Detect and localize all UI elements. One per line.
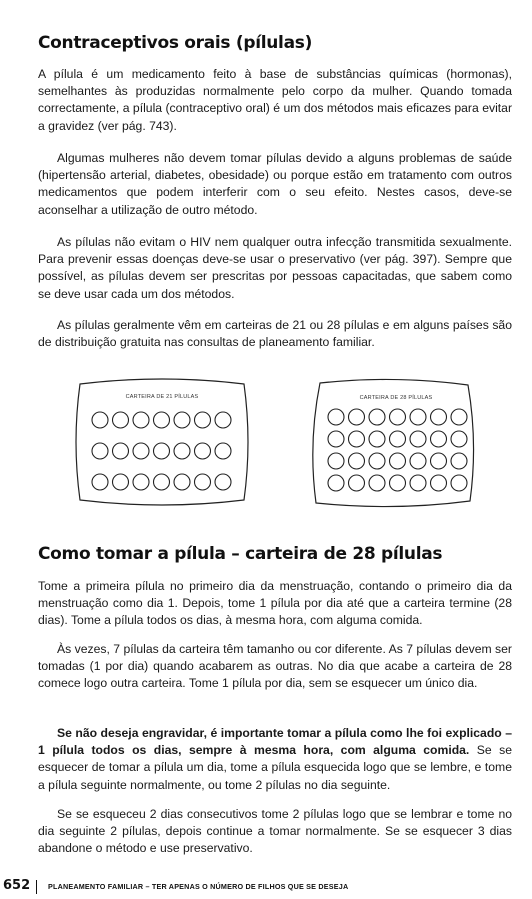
pill-21 [154, 474, 170, 490]
pill-28 [451, 453, 467, 469]
pill-21 [215, 474, 231, 490]
paragraph-forgot-one-day-emphasis: Se não deseja engravidar, é importante tomar a pílula como lhe foi explicado – 1 pílula todos os dias, sempre à mesma hora, com alguma comida. [38, 726, 512, 758]
pill-pack-28 [306, 373, 481, 511]
pill-28 [431, 409, 447, 425]
pill-21 [92, 443, 108, 459]
paragraph-seven-different-pills: Às vezes, 7 pílulas da carteira têm tamanho ou cor diferente. As 7 pílulas devem ser tomadas (1 por dia) quando acabarem as outras. No dia que acabe a carteira de 28 comece logo outra carteira. Tome 1 pílula por dia, sem se esquecer um único dia. [38, 642, 512, 691]
pill-28 [451, 431, 467, 447]
pill-pack-21-label: CARTEIRA DE 21 PÍLULAS [125, 394, 199, 400]
pill-21 [195, 412, 211, 428]
pill-21 [113, 474, 129, 490]
footer-divider [36, 880, 37, 894]
pill-packs-illustration [0, 368, 532, 518]
pill-21 [92, 412, 108, 428]
pill-28 [390, 475, 406, 491]
paragraph-forgot-two-days: Se se esqueceu 2 dias consecutivos tome 2 pílulas logo que se lembrar e tome no dia seguinte 2 pílulas, depois continue a tomar normalmente. Se se esquecer 3 dias abandone o método e use preservativo. [38, 807, 512, 856]
pill-28 [369, 431, 385, 447]
paragraph-contraindications: Algumas mulheres não devem tomar pílulas devido a alguns problemas de saúde (hipertensão arterial, diabetes, obesidade) ou porque estão em tratamento com outros medicamentos que podem interferir com o seu efeito. Nestes casos, deve-se aconselhar a utilização de outro método. [38, 151, 512, 217]
pill-28 [349, 475, 365, 491]
page-footer [0, 878, 532, 898]
pill-21 [195, 474, 211, 490]
pill-28 [369, 453, 385, 469]
pill-21 [195, 443, 211, 459]
pill-28 [410, 409, 426, 425]
pill-21 [154, 443, 170, 459]
pill-pack-21-pills [92, 412, 231, 490]
pill-21 [92, 474, 108, 490]
pill-21 [133, 443, 149, 459]
pill-28 [451, 409, 467, 425]
page-number: 652 [3, 878, 31, 893]
pill-28 [328, 409, 344, 425]
pill-21 [215, 412, 231, 428]
paragraph-hiv-warning: As pílulas não evitam o HIV nem qualquer outra infecção transmitida sexualmente. Para prevenir essas doenças deve-se usar o preservativo (ver pág. 397). Sempre que possível, as pílulas devem ser prescritas por pessoas capacitadas, que sabem como se deve usar cada um dos métodos. [38, 235, 512, 301]
pill-21 [174, 443, 190, 459]
pill-28 [451, 475, 467, 491]
section-title-oral-contraceptives: Contraceptivos orais (pílulas) [38, 33, 313, 53]
pill-21 [133, 474, 149, 490]
pill-28 [369, 475, 385, 491]
pill-21 [215, 443, 231, 459]
paragraph-pill-packs: As pílulas geralmente vêm em carteiras de 21 ou 28 pílulas e em alguns países são de distribuição gratuita nas consultas de planeamento familiar. [38, 318, 512, 350]
pill-28 [410, 453, 426, 469]
paragraph-forgot-one-day [38, 725, 512, 794]
pill-28 [410, 431, 426, 447]
pill-28 [369, 409, 385, 425]
pill-21 [113, 443, 129, 459]
pill-28 [390, 431, 406, 447]
paragraph-forgot-one-day-rest: Se se esquecer de tomar a pílula um dia, tome a pílula esquecida logo que se lembre, e tome a pílula seguinte normalmente, ou tome 2 pílulas no dia seguinte. [38, 743, 512, 792]
pill-21 [113, 412, 129, 428]
pill-21 [133, 412, 149, 428]
pill-pack-21 [72, 378, 252, 506]
pill-28 [431, 431, 447, 447]
paragraph-pill-definition: A pílula é um medicamento feito à base de substâncias químicas (hormonas), semelhantes às produzidas normalmente pelo corpo da mulher. Quando tomada correctamente, a pílula (contraceptivo oral) é um dos métodos mais eficazes para evitar a gravidez (ver pág. 743). [38, 67, 512, 133]
pill-28 [390, 453, 406, 469]
pill-21 [174, 412, 190, 428]
pill-21 [174, 474, 190, 490]
pill-28 [328, 431, 344, 447]
pill-28 [328, 453, 344, 469]
pill-21 [154, 412, 170, 428]
pill-28 [349, 409, 365, 425]
pill-28 [390, 409, 406, 425]
pill-28 [349, 453, 365, 469]
section-title-how-to-take: Como tomar a pílula – carteira de 28 pílulas [38, 544, 443, 564]
pill-28 [349, 431, 365, 447]
pill-pack-28-label: CARTEIRA DE 28 PÍLULAS [359, 395, 433, 401]
pill-28 [431, 475, 447, 491]
pill-28 [410, 475, 426, 491]
paragraph-first-pill: Tome a primeira pílula no primeiro dia da menstruação, contando o primeiro dia da menstruação como dia 1. Depois, tome 1 pílula por dia até que a carteira termine (28 dias). Tome a pílula todos os dias, à mesma hora, com alguma comida. [38, 579, 512, 628]
running-title: PLANEAMENTO FAMILIAR – TER APENAS O NÚMERO DE FILHOS QUE SE DESEJA [48, 882, 349, 891]
pill-28 [328, 475, 344, 491]
pill-28 [431, 453, 447, 469]
